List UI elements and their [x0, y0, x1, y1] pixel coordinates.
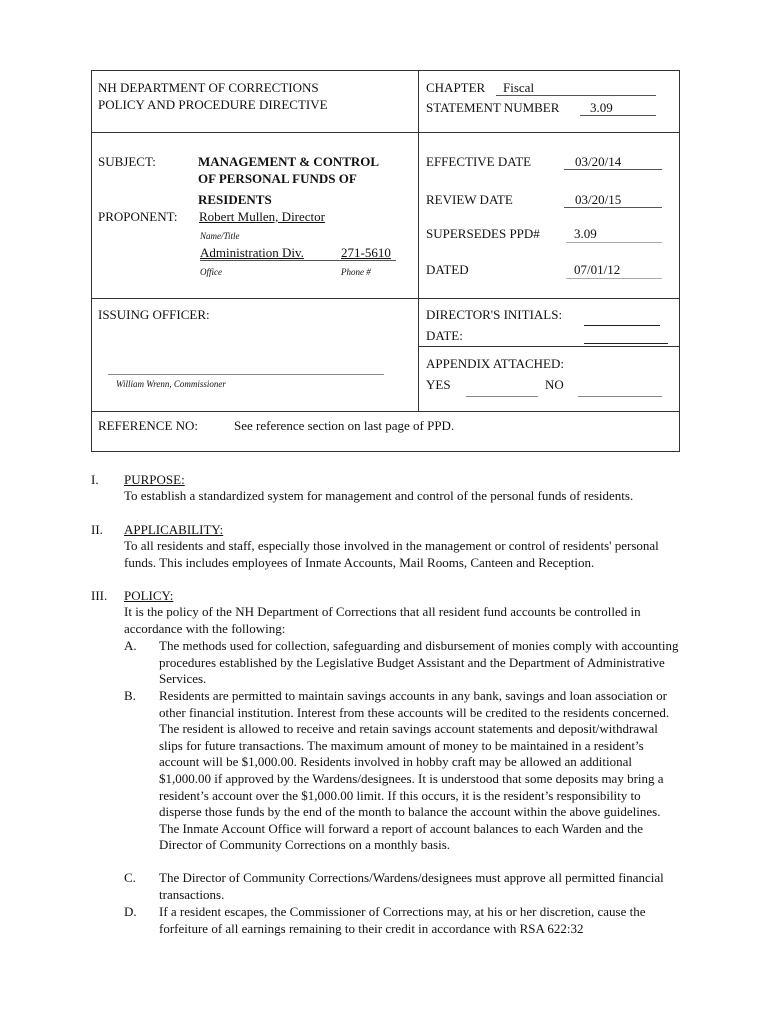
header-box: [91, 70, 680, 452]
policy-item-letter: D.: [124, 904, 137, 919]
date-underline: [584, 343, 668, 344]
purpose-text: To establish a standardized system for management and control of the personal funds of residents.: [124, 488, 634, 503]
policy-text: It is the policy of the NH Department of Corrections that all resident fund accounts be controlled in accordance with the following:: [124, 604, 641, 636]
applicability-heading: APPLICABILITY:: [124, 522, 224, 537]
supersedes-value: 3.09: [574, 226, 597, 241]
proponent-label: PROPONENT:: [98, 209, 178, 224]
policy-item-letter: C.: [124, 870, 136, 885]
statement-value: 3.09: [590, 100, 613, 115]
dated-underline: [566, 278, 662, 279]
purpose-heading: PURPOSE:: [124, 472, 185, 487]
no-label: NO: [545, 377, 564, 392]
effective-date-label: EFFECTIVE DATE: [426, 154, 532, 169]
dated-value: 07/01/12: [574, 262, 621, 277]
name-title-caption: Name/Title: [200, 231, 240, 241]
effective-date-underline: [564, 169, 662, 170]
supersedes-underline: [566, 242, 662, 243]
purpose-numeral: I.: [91, 472, 99, 487]
chapter-label: CHAPTER: [426, 80, 486, 95]
header-divider-vertical: [418, 70, 419, 411]
department-name: NH DEPARTMENT OF CORRECTIONS: [98, 80, 319, 95]
chapter-underline: [496, 95, 656, 96]
office-caption: Office: [200, 267, 222, 277]
header-divider-4: [91, 411, 680, 412]
yes-underline: [466, 396, 538, 397]
policy-numeral: III.: [91, 588, 108, 603]
header-divider-3: [418, 346, 680, 347]
applicability-numeral: II.: [91, 522, 103, 537]
statement-label: STATEMENT NUMBER: [426, 100, 560, 115]
office-underline: [200, 260, 396, 261]
reference-label: REFERENCE NO:: [98, 418, 199, 433]
directors-initials-label: DIRECTOR'S INITIALS:: [426, 307, 563, 322]
dated-label: DATED: [426, 262, 469, 277]
phone-caption: Phone #: [341, 267, 371, 277]
no-underline: [578, 396, 662, 397]
subject-label: SUBJECT:: [98, 154, 156, 169]
yes-label: YES: [426, 377, 451, 392]
phone-value: 271-5610: [341, 245, 391, 260]
applicability-text: To all residents and staff, especially those involved in the management or control of residents' personal funds. This includes employees of Inmate Accounts, Mail Rooms, Canteen and Reception.: [124, 538, 659, 570]
policy-item-letter: B.: [124, 688, 136, 703]
date-label: DATE:: [426, 328, 463, 343]
header-divider-1: [91, 132, 680, 133]
policy-heading: POLICY:: [124, 588, 174, 603]
review-date-underline: [564, 207, 662, 208]
header-divider-2: [91, 298, 680, 299]
reference-value: See reference section on last page of PPD.: [234, 418, 455, 433]
review-date-label: REVIEW DATE: [426, 192, 513, 207]
subject-line-1: MANAGEMENT & CONTROL: [198, 154, 380, 169]
directive-type: POLICY AND PROCEDURE DIRECTIVE: [98, 97, 328, 112]
subject-line-3: RESIDENTS: [198, 192, 272, 207]
effective-date-value: 03/20/14: [575, 154, 622, 169]
issuing-officer-label: ISSUING OFFICER:: [98, 307, 210, 322]
subject-line-2: OF PERSONAL FUNDS OF: [198, 171, 357, 186]
policy-item-text: Residents are permitted to maintain savings accounts in any bank, savings and loan association or other financial institution. Interest from these accounts will be credited to the residents concerned. The resident is allowed to receive and retain savings account statements and deposit/withdrawal slips for future transactions. The maximum amount of money to be maintained in a resident’s account will be $1,000.00. Residents involved in hobby craft may be allowed an additional $1,000.00 if approved by the Wardens/designees. It is understood that some deposits may bring a resident’s account over the $1,000.00 limit. If this occurs, it is the resident’s responsibility to disperse those funds by the end of the month to balance the account within the above guidelines. The Inmate Account Office will forward a report of account balances to each Warden and the Director of Community Corrections on a monthly basis.: [159, 688, 670, 853]
initials-underline: [584, 325, 660, 326]
proponent-value: Robert Mullen, Director: [199, 209, 325, 224]
policy-item-text: If a resident escapes, the Commissioner of Corrections may, at his or her discretion, cause the forfeiture of all earnings remaining to their credit in accordance with RSA 622:32: [159, 904, 646, 936]
chapter-value: Fiscal: [503, 80, 535, 95]
review-date-value: 03/20/15: [575, 192, 622, 207]
policy-item-letter: A.: [124, 638, 137, 653]
supersedes-label: SUPERSEDES PPD#: [426, 226, 540, 241]
appendix-attached-label: APPENDIX ATTACHED:: [426, 356, 564, 371]
policy-item-text: The methods used for collection, safeguarding and disbursement of monies comply with accounting procedures established by the Legislative Budget Assistant and the Department of Administrative Services.: [159, 638, 679, 687]
policy-item-text: The Director of Community Corrections/Wardens/designees must approve all permitted financial transactions.: [159, 870, 664, 902]
statement-underline: [580, 115, 656, 116]
commissioner-caption: William Wrenn, Commissioner: [116, 379, 226, 389]
office-value: Administration Div.: [200, 245, 304, 260]
signature-line: [108, 374, 384, 375]
